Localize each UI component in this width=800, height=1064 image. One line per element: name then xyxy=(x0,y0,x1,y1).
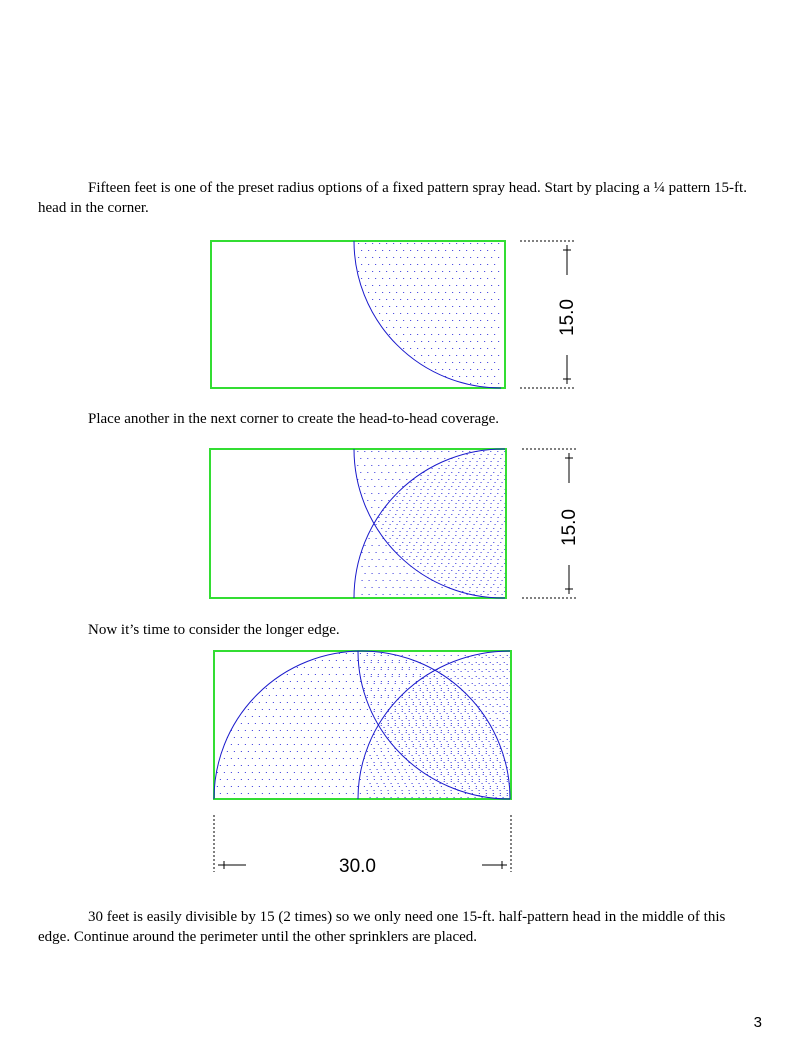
dot-fill xyxy=(358,243,499,384)
paragraph-conclusion: 30 feet is easily divisible by 15 (2 times) so we only need one 15-ft. half-pattern head in the middle of this edge. Continue around the perimeter until the other sprinklers are placed. xyxy=(38,909,726,945)
zone-boundary xyxy=(210,449,506,598)
figure-longer-edge xyxy=(0,644,800,884)
dot-fill xyxy=(357,451,505,592)
paragraph-intro: Fifteen feet is one of the preset radius options of a fixed pattern spray head. Start by placing a ¼ pattern 15-ft. head in the corner. xyxy=(38,180,747,216)
page-number: 3 xyxy=(753,1014,762,1031)
spray-arc xyxy=(354,449,505,598)
dot-fill xyxy=(364,655,508,796)
dimension-label: 15.0 xyxy=(557,299,578,336)
dimension-label: 30.0 xyxy=(339,856,376,877)
spray-arc xyxy=(354,449,505,598)
dot-fill xyxy=(362,454,506,595)
paragraph-second-corner: Place another in the next corner to create the head-to-head coverage. xyxy=(88,411,500,427)
dot-fill xyxy=(367,657,511,798)
spray-arc xyxy=(354,241,501,388)
figure-quarter-head xyxy=(0,232,800,402)
zone-boundary xyxy=(211,241,505,388)
dimension-label: 15.0 xyxy=(559,509,580,546)
zone-boundary xyxy=(214,651,511,799)
paragraph-longer-edge: Now it’s time to consider the longer edge. xyxy=(88,622,340,638)
dot-fill xyxy=(217,653,508,794)
figure-head-to-head xyxy=(0,441,800,611)
